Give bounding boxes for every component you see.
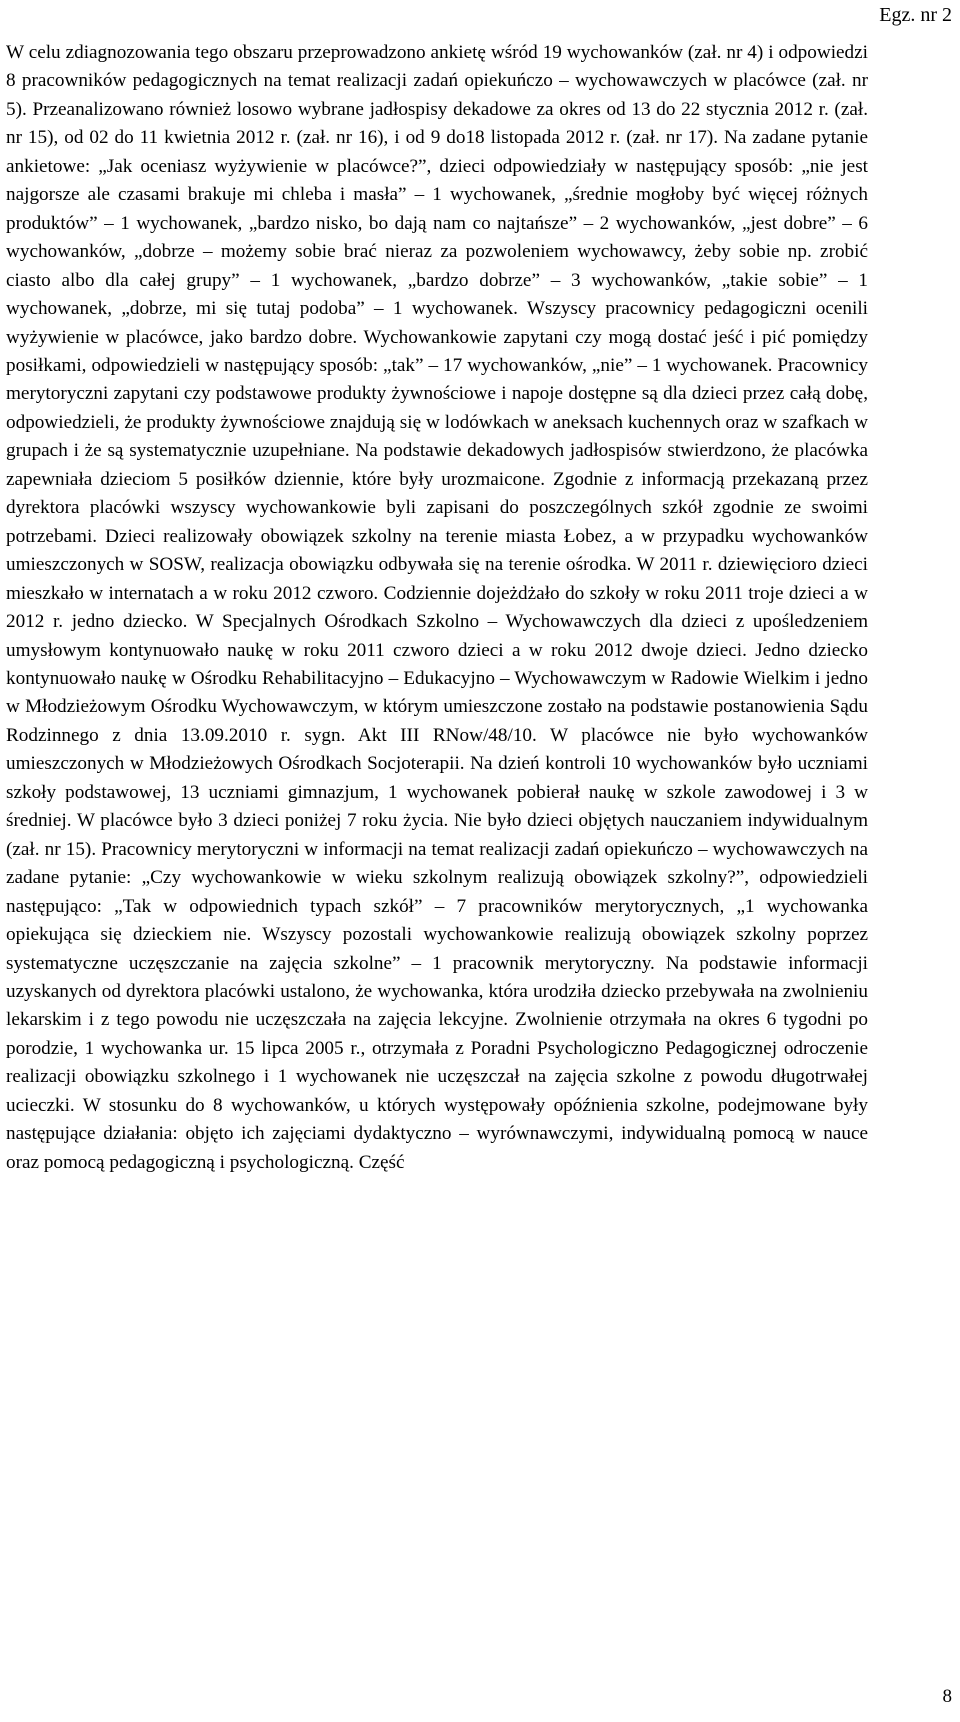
body-paragraph: W celu zdiagnozowania tego obszaru przeprowadzono ankietę wśród 19 wychowanków (zał. nr 4) i odpowiedzi 8 pracowników pedagogicznych na temat realizacji zadań opiekuńczo – wychowawczych w placówce (zał. nr 5). Przeanalizowano również losowo wybrane jadłospisy dekadowe za okres od 13 do 22 stycznia 2012 r. (zał. nr 15), od 02 do 11 kwietnia 2012 r. (zał. nr 16), i od 9 do18 listopada 2012 r. (zał. nr 17). Na zadane pytanie ankietowe: „Jak oceniasz wyżywienie w placówce?”, dzieci odpowiedziały w następujący sposób: „nie jest najgorsze ale czasami brakuje mi chleba i masła” – 1 wychowanek, „średnie mogłoby być więcej różnych produktów” – 1 wychowanek, „bardzo nisko, bo dają nam co najtańsze” – 2 wychowanków, „jest dobre” – 6 wychowanków, „dobrze – możemy sobie brać nieraz za pozwoleniem wychowawcy, żeby sobie np. zrobić ciasto albo dla całej grupy” – 1 wychowanek, „bardzo dobrze” – 3 wychowanków, „takie sobie” – 1 wychowanek, „dobrze, mi się tutaj podoba” – 1 wychowanek. Wszyscy pracownicy pedagogiczni ocenili wyżywienie w placówce, jako bardzo dobre. Wychowankowie zapytani czy mogą dostać jeść i pić pomiędzy posiłkami, odpowiedzieli w następujący sposób: „tak” – 17 wychowanków, „nie” – 1 wychowanek. Pracownicy merytoryczni zapytani czy podstawowe produkty żywnościowe i napoje dostępne są dla dzieci przez całą dobę, odpowiedzieli, że produkty żywnościowe znajdują się w lodówkach w aneksach kuchennych oraz w szafkach w grupach i że są systematycznie uzupełniane. Na podstawie dekadowych jadłospisów stwierdzono, że placówka zapewniała dzieciom 5 posiłków dziennie, które były urozmaicone. Zgodnie z informacją przekazaną przez dyrektora placówki wszyscy wychowankowie byli zapisani do poszczególnych szkół zgodnie ze swoimi potrzebami. Dzieci realizowały obowiązek szkolny na terenie miasta Łobez, a w przypadku wychowanków umieszczonych w SOSW, realizacja obowiązku odbywała się na terenie ośrodka. W 2011 r. dziewięcioro dzieci mieszkało w internatach a w roku 2012 czworo. Codziennie dojeżdżało do szkoły w roku 2011 troje dzieci a w 2012 r. jedno dziecko. W Specjalnych Ośrodkach Szkolno – Wychowawczych dla dzieci z upośledzeniem umysłowym kontynuowało naukę w roku 2011 czworo dzieci a w roku 2012 dwoje dzieci. Jedno dziecko kontynuowało naukę w Ośrodku Rehabilitacyjno – Edukacyjno – Wychowawczym w Radowie Wielkim i jedno w Młodzieżowym Ośrodku Wychowawczym, w którym umieszczone zostało na podstawie postanowienia Sądu Rodzinnego z dnia 13.09.2010 r. sygn. Akt III RNow/48/10. W placówce nie było wychowanków umieszczonych w Młodzieżowych Ośrodkach Socjoterapii. Na dzień kontroli 10 wychowanków było uczniami szkoły podstawowej, 13 uczniami gimnazjum, 1 wychowanek pobierał naukę w szkole zawodowej i 3 w średniej. W placówce było 3 dzieci poniżej 7 roku życia. Nie było dzieci objętych nauczaniem indywidualnym (zał. nr 15). Pracownicy merytoryczni w informacji na temat realizacji zadań opiekuńczo – wychowawczych na zadane pytanie: „Czy wychowankowie w wieku szkolnym realizują obowiązek szkolny?”, odpowiedzieli następująco: „Tak w odpowiednich typach szkół” – 7 pracowników merytorycznych, „1 wychowanka opiekująca się dzieckiem nie. Wszyscy pozostali wychowankowie realizują obowiązek szkolny poprzez systematyczne uczęszczanie na zajęcia szkolne” – 1 pracownik merytoryczny. Na podstawie informacji uzyskanych od dyrektora placówki ustalono, że wychowanka, która urodziła dziecko przebywała na zwolnieniu lekarskim i z tego powodu nie uczęszczała na zajęcia lekcyjne. Zwolnienie otrzymała na okres 6 tygodni po porodzie, 1 wychowanka ur. 15 lipca 2005 r., otrzymała z Poradni Psychologiczno Pedagogicznej odroczenie realizacji obowiązku szkolnego i 1 wychowanek nie uczęszczał na zajęcia szkolne z powodu długotrwałej ucieczki. W stosunku do 8 wychowanków, u których występowały opóźnienia szkolne, podejmowane były następujące działania: objęto ich zajęciami dydaktyczno – wyrównawczymi, indywidualną pomocą w nauce oraz pomocą pedagogiczną i psychologiczną. Część (6, 42, 868, 1173)
page-number: 8 (942, 1686, 952, 1707)
copy-number-label: Egz. nr 2 (879, 4, 952, 26)
